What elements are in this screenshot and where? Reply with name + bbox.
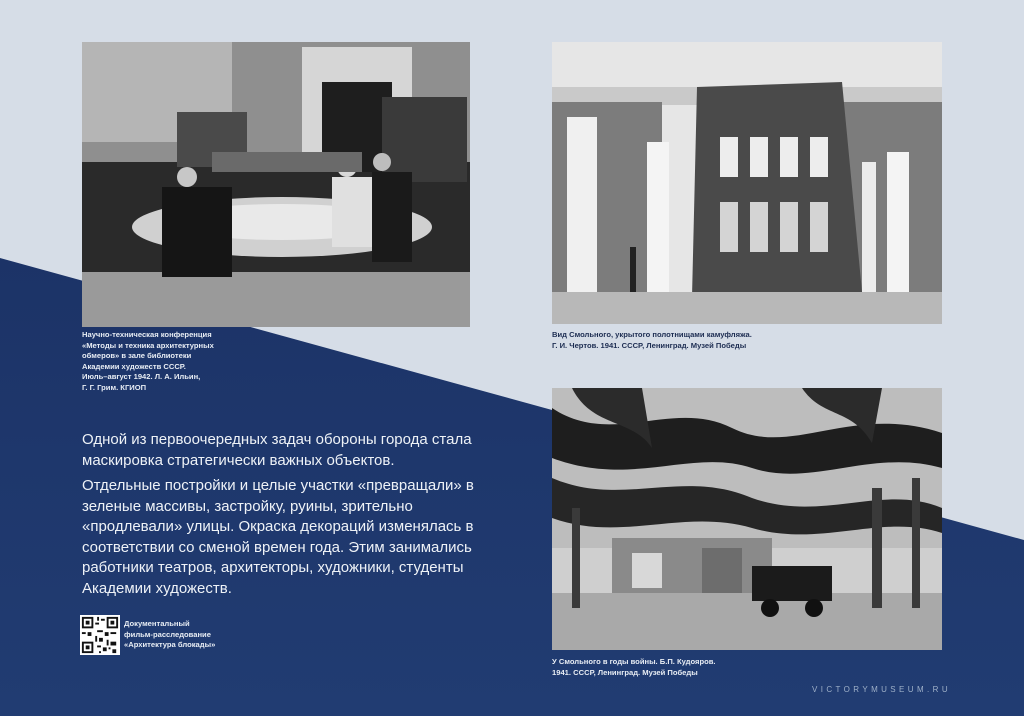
smolny-war-caption: У Смольного в годы войны. Б.П. Кудояров. 1941. СССР, Ленинград. Музей Победы [552,657,716,677]
conference-photo [82,42,470,327]
qr-code[interactable] [80,615,120,655]
conference-caption: Научно-техническая конференция «Методы и техника архитектурных обмеров» в зале библиотеки Академии художеств СССР. Июль–август 1942. Л. А. Ильин, Г. Г. Грим. КГИОП [82,330,214,392]
main-paragraph: Отдельные постройки и целые участки «превращали» в зеленые массивы, застройку, руины, зрительно «продлевали» улицы. Окраска декораций изменялась в соответствии со сменой времен года. Этим занимались работники театров, архитекторы, художники, студенты Академии художеств. [82,477,474,597]
qr-code-icon [80,615,120,655]
smolny-war-photo [552,388,942,650]
smolny-camouflage-caption: Вид Смольного, укрытого полотнищами камуфляжа. Г. И. Чертов. 1941. СССР, Ленинград. Музей Победы [552,330,752,350]
footer-site[interactable]: VICTORYMUSEUM.RU [812,685,952,694]
qr-caption: Документальный фильм-расследование «Архитектура блокады» [124,619,216,650]
intro-paragraph: Одной из первоочередных задач обороны города стала маскировка стратегически важных объектов. [82,431,472,469]
smolny-camouflage-photo [552,42,942,324]
